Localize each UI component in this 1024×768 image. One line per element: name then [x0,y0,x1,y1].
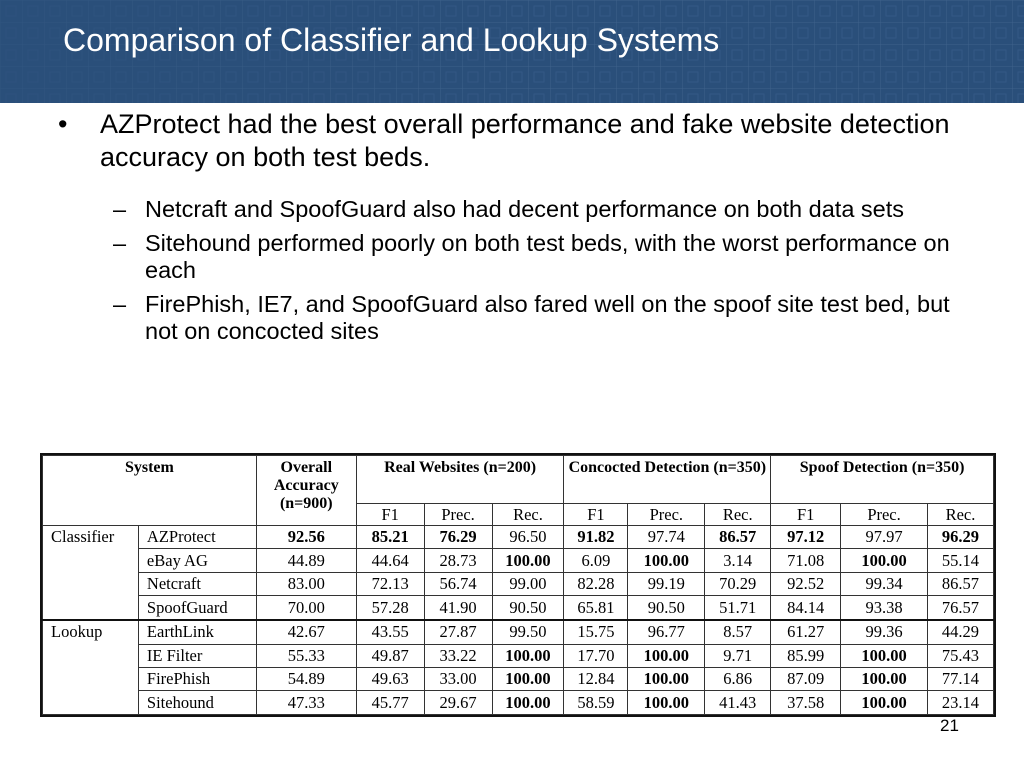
value-cell: 99.34 [841,572,928,595]
value-cell: 91.82 [564,526,628,549]
value-cell: 58.59 [564,691,628,715]
sub-bullet-text: FirePhish, IE7, and SpoofGuard also fared well on the spoof site test bed, but not on concocted sites [145,291,950,344]
subheader-cell: F1 [564,504,628,526]
value-cell: 84.14 [771,596,841,620]
header-concocted-detection: Concocted Detection (n=350) [564,456,771,504]
value-cell: 70.29 [705,572,771,595]
value-cell: 99.00 [492,572,564,595]
value-cell: 100.00 [841,644,928,667]
value-cell: 97.12 [771,526,841,549]
system-name-cell: IE Filter [138,644,256,667]
value-cell: 90.50 [492,596,564,620]
system-name-cell: EarthLink [138,620,256,644]
value-cell: 85.99 [771,644,841,667]
value-cell: 100.00 [628,691,705,715]
value-cell: 49.87 [356,644,424,667]
value-cell: 96.77 [628,620,705,644]
value-cell: 43.55 [356,620,424,644]
value-cell: 100.00 [628,668,705,691]
value-cell: 92.56 [256,526,356,549]
value-cell: 44.29 [927,620,993,644]
value-cell: 70.00 [256,596,356,620]
group-label: Classifier [43,526,139,620]
value-cell: 28.73 [424,549,492,572]
value-cell: 100.00 [841,549,928,572]
value-cell: 77.14 [927,668,993,691]
value-cell: 56.74 [424,572,492,595]
value-cell: 3.14 [705,549,771,572]
header-system: System [43,456,257,526]
value-cell: 23.14 [927,691,993,715]
value-cell: 47.33 [256,691,356,715]
value-cell: 85.21 [356,526,424,549]
value-cell: 71.08 [771,549,841,572]
value-cell: 75.43 [927,644,993,667]
sub-bullet-text: Netcraft and SpoofGuard also had decent performance on both data sets [145,196,905,222]
header-spoof-detection: Spoof Detection (n=350) [771,456,994,504]
value-cell: 96.50 [492,526,564,549]
main-bullet [58,108,988,174]
value-cell: 61.27 [771,620,841,644]
value-cell: 65.81 [564,596,628,620]
group-label: Lookup [43,620,139,715]
value-cell: 33.00 [424,668,492,691]
value-cell: 42.67 [256,620,356,644]
value-cell: 44.89 [256,549,356,572]
value-cell: 97.74 [628,526,705,549]
value-cell: 8.57 [705,620,771,644]
table-header-row [43,456,994,504]
dash-marker: – [113,291,127,317]
table-row [43,596,994,620]
bullet-list [58,108,988,352]
value-cell: 100.00 [841,668,928,691]
value-cell: 9.71 [705,644,771,667]
value-cell: 92.52 [771,572,841,595]
value-cell: 82.28 [564,572,628,595]
value-cell: 27.87 [424,620,492,644]
value-cell: 51.71 [705,596,771,620]
dash-marker: – [113,230,127,256]
value-cell: 76.29 [424,526,492,549]
value-cell: 100.00 [628,644,705,667]
value-cell: 100.00 [628,549,705,572]
sub-bullet-text: Sitehound performed poorly on both test beds, with the worst performance on each [145,230,950,283]
value-cell: 83.00 [256,572,356,595]
value-cell: 86.57 [705,526,771,549]
value-cell: 12.84 [564,668,628,691]
value-cell: 86.57 [927,572,993,595]
value-cell: 45.77 [356,691,424,715]
value-cell: 15.75 [564,620,628,644]
table-row [43,691,994,715]
main-bullet-text: AZProtect had the best overall performance and fake website detection accuracy on both test beds. [100,109,950,172]
value-cell: 33.22 [424,644,492,667]
system-name-cell: Sitehound [138,691,256,715]
table-row [43,549,994,572]
value-cell: 76.57 [927,596,993,620]
value-cell: 90.50 [628,596,705,620]
value-cell: 49.63 [356,668,424,691]
value-cell: 17.70 [564,644,628,667]
value-cell: 6.09 [564,549,628,572]
value-cell: 37.58 [771,691,841,715]
sub-bullet [113,196,988,223]
subheader-cell: Rec. [927,504,993,526]
header-real-websites: Real Websites (n=200) [356,456,564,504]
subheader-cell: Prec. [841,504,928,526]
value-cell: 100.00 [841,691,928,715]
table-row [43,572,994,595]
subheader-cell: F1 [771,504,841,526]
header-overall-accuracy: Overall Accuracy (n=900) [256,456,356,526]
subheader-cell: Rec. [492,504,564,526]
value-cell: 97.97 [841,526,928,549]
value-cell: 54.89 [256,668,356,691]
value-cell: 6.86 [705,668,771,691]
subheader-cell: Prec. [424,504,492,526]
page-number: 21 [940,716,959,735]
value-cell: 55.33 [256,644,356,667]
table-body [43,526,994,715]
value-cell: 41.90 [424,596,492,620]
system-name-cell: Netcraft [138,572,256,595]
dash-marker: – [113,196,127,222]
results-table [42,455,994,715]
table-row [43,644,994,667]
value-cell: 29.67 [424,691,492,715]
value-cell: 87.09 [771,668,841,691]
system-name-cell: eBay AG [138,549,256,572]
value-cell: 44.64 [356,549,424,572]
subheader-cell: Prec. [628,504,705,526]
sub-bullet-list [58,196,988,345]
value-cell: 99.36 [841,620,928,644]
title-bar [0,0,1024,103]
value-cell: 72.13 [356,572,424,595]
value-cell: 99.50 [492,620,564,644]
system-name-cell: FirePhish [138,668,256,691]
sub-bullet [113,291,988,345]
value-cell: 57.28 [356,596,424,620]
value-cell: 55.14 [927,549,993,572]
system-name-cell: AZProtect [138,526,256,549]
value-cell: 93.38 [841,596,928,620]
value-cell: 100.00 [492,668,564,691]
value-cell: 100.00 [492,644,564,667]
subheader-cell: Rec. [705,504,771,526]
value-cell: 100.00 [492,691,564,715]
table-row [43,526,994,549]
value-cell: 99.19 [628,572,705,595]
value-cell: 41.43 [705,691,771,715]
bullet-marker: • [58,109,68,139]
slide-title: Comparison of Classifier and Lookup Systems [63,22,720,58]
subheader-cell: F1 [356,504,424,526]
system-name-cell: SpoofGuard [138,596,256,620]
results-table-container [40,453,996,717]
value-cell: 100.00 [492,549,564,572]
value-cell: 96.29 [927,526,993,549]
table-row [43,668,994,691]
table-row [43,620,994,644]
sub-bullet [113,230,988,284]
